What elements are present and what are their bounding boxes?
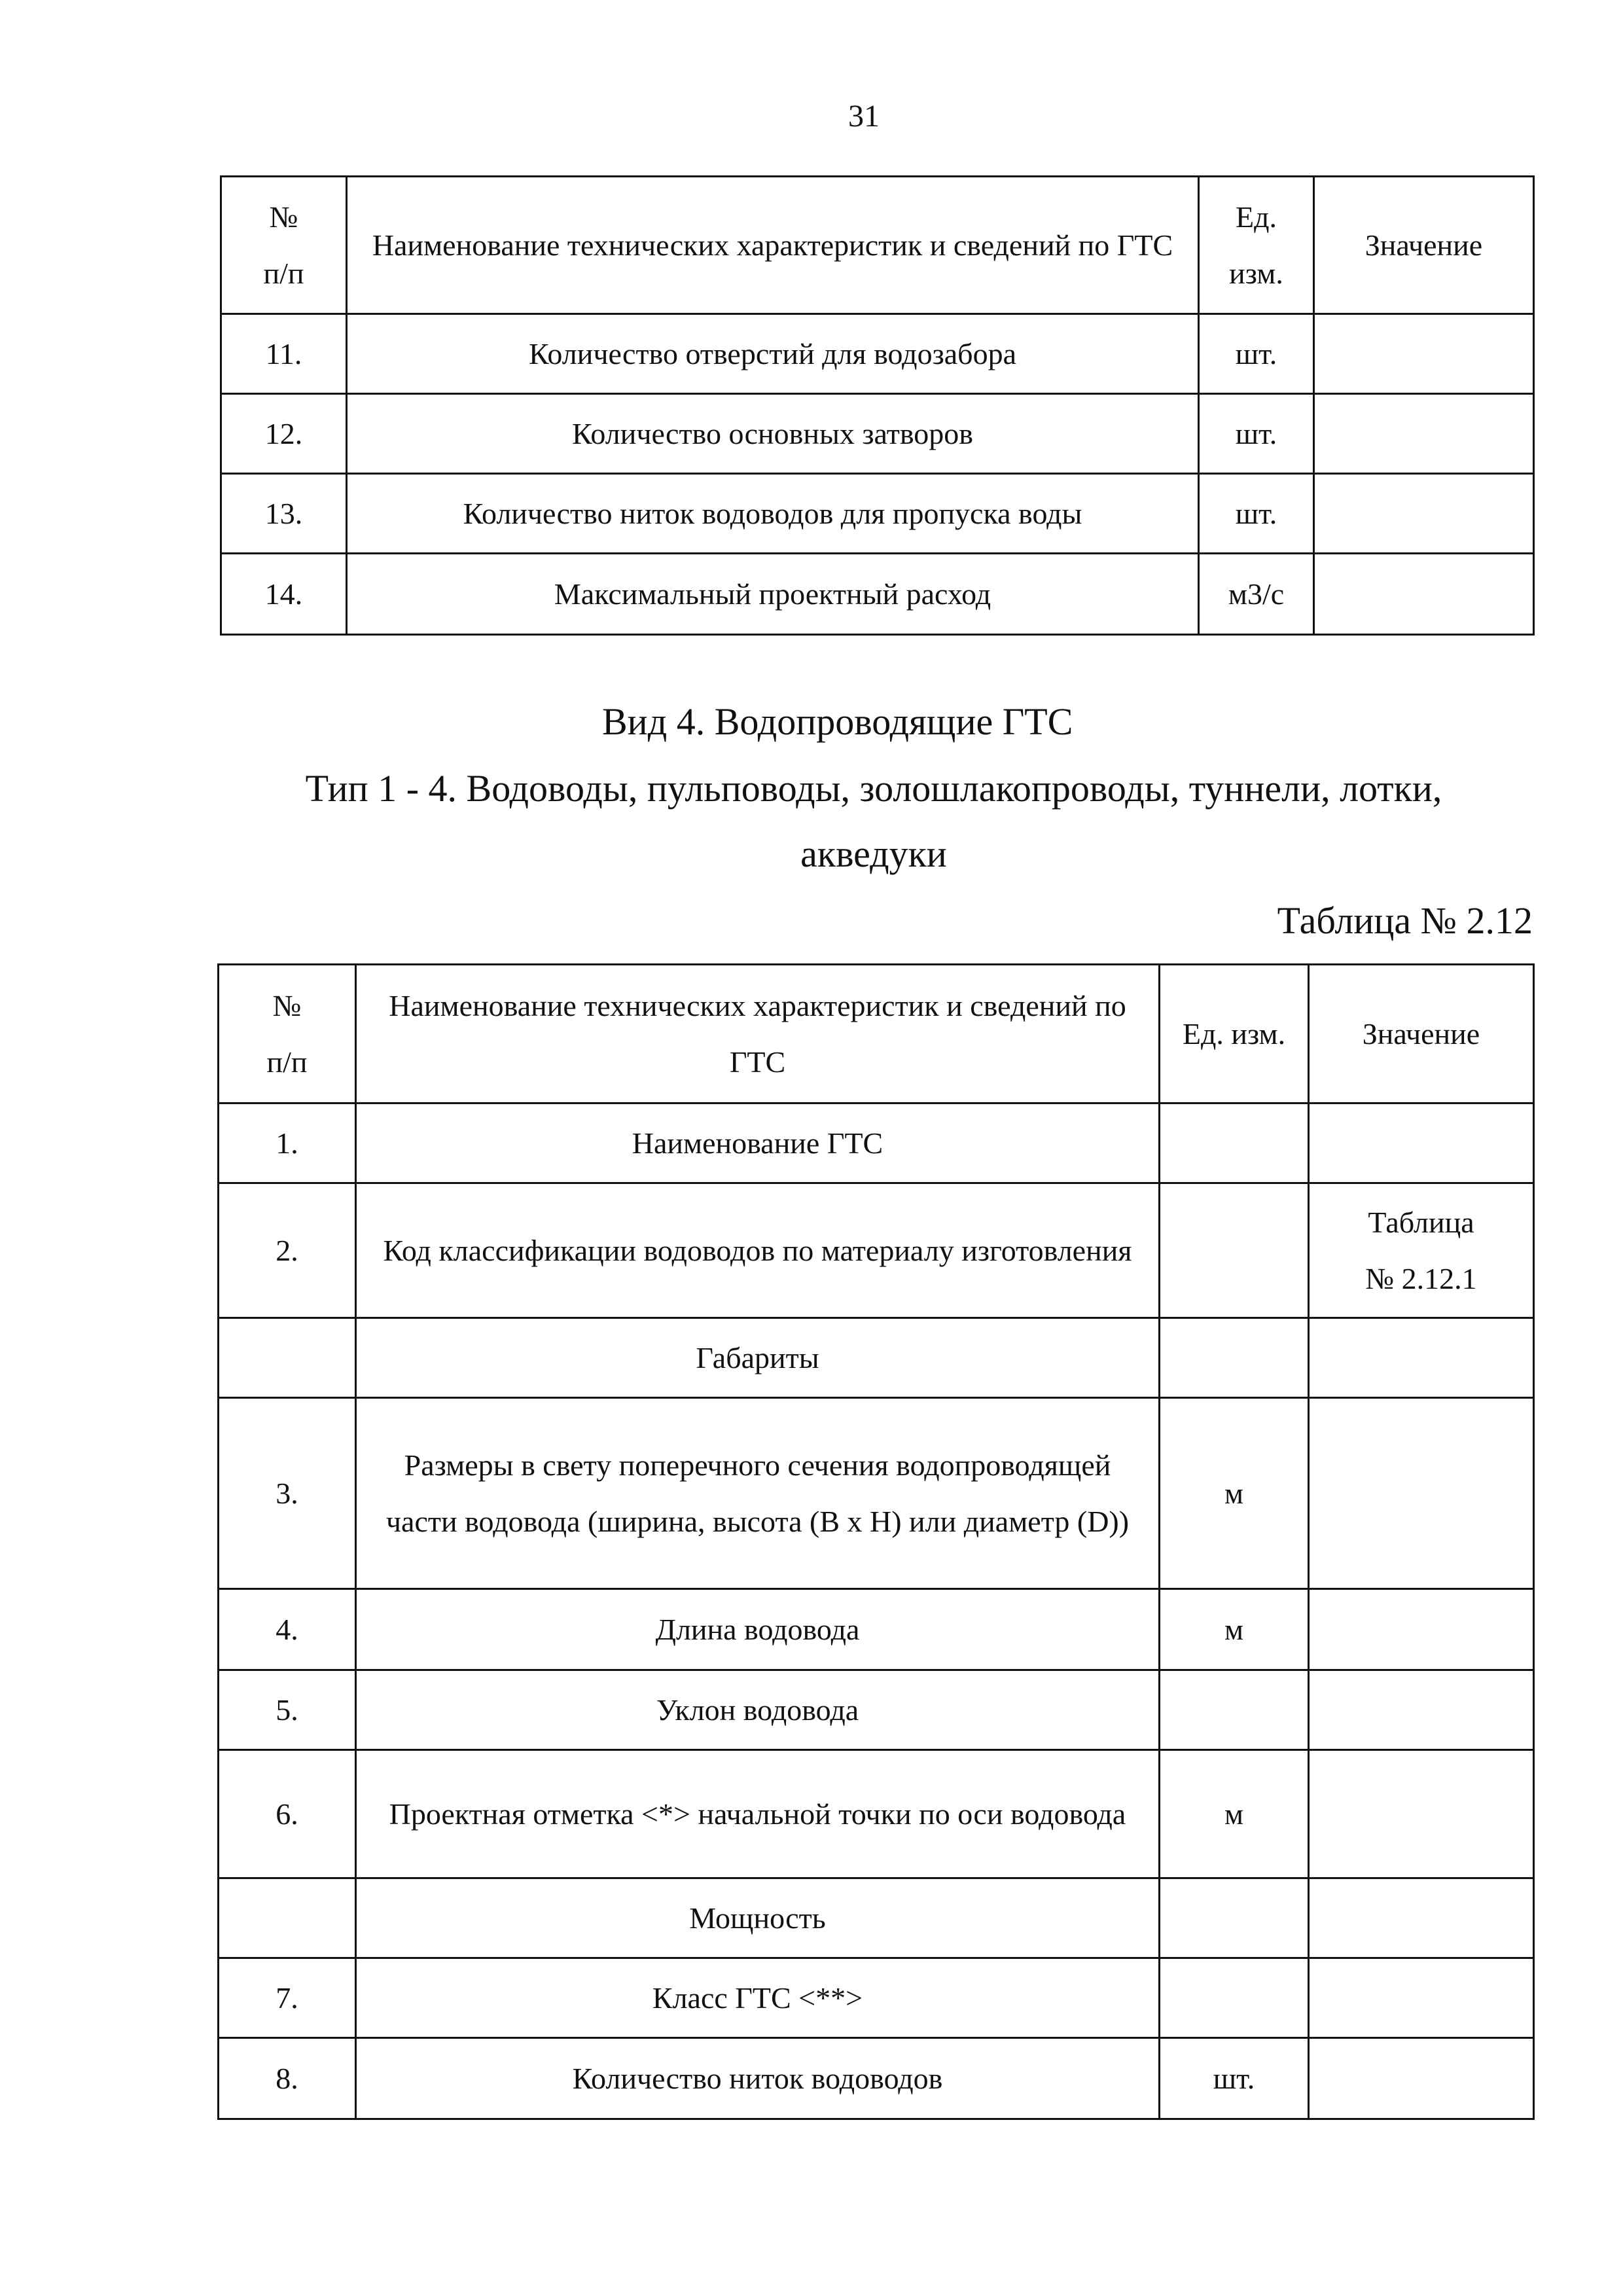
- table-row: [221, 474, 1534, 554]
- table-row: [219, 1589, 1534, 1670]
- cell-name: Размеры в свету поперечного сечения водопроводящей части водовода (ширина, высота (B x H) или диаметр (D)): [356, 1398, 1160, 1589]
- cell-name: Длина водовода: [356, 1589, 1160, 1670]
- cell-num: 8.: [219, 2038, 356, 2119]
- cell-value: [1309, 1750, 1534, 1878]
- cell-num: 12.: [221, 394, 347, 474]
- cell-unit: шт.: [1199, 314, 1314, 394]
- cell-name: Количество отверстий для водозабора: [347, 314, 1199, 394]
- table-header-row: [221, 177, 1534, 314]
- characteristics-table: [217, 963, 1535, 2120]
- cell-num: 14.: [221, 554, 347, 635]
- cell-unit: м3/с: [1199, 554, 1314, 635]
- table-row: [221, 314, 1534, 394]
- section-title: Вид 4. Водопроводящие ГТС: [602, 700, 1073, 743]
- table-row: [219, 1103, 1534, 1183]
- cell-value: [1314, 394, 1534, 474]
- cell-name: Габариты: [356, 1318, 1160, 1398]
- table-row: [219, 2038, 1534, 2119]
- cell-num: 3.: [219, 1398, 356, 1589]
- page-number: 31: [848, 99, 880, 134]
- table-caption: Таблица № 2.12: [1277, 899, 1533, 942]
- cell-value: [1309, 1318, 1534, 1398]
- cell-unit: шт.: [1199, 474, 1314, 554]
- header-name: Наименование технических характеристик и сведений по ГТС: [356, 965, 1160, 1103]
- cell-value: [1309, 1958, 1534, 2038]
- cell-unit: м: [1160, 1398, 1309, 1589]
- cell-unit: [1160, 1958, 1309, 2038]
- header-value: Значение: [1309, 965, 1534, 1103]
- cell-value: [1309, 1589, 1534, 1670]
- cell-num: [219, 1318, 356, 1398]
- cell-name: Максимальный проектный расход: [347, 554, 1199, 635]
- header-num: № п/п: [219, 965, 356, 1103]
- cell-num: 2.: [219, 1183, 356, 1318]
- table-row: [219, 1318, 1534, 1398]
- cell-unit: [1160, 1183, 1309, 1318]
- cell-num: 4.: [219, 1589, 356, 1670]
- cell-name: Количество основных затворов: [347, 394, 1199, 474]
- cell-unit: [1160, 1318, 1309, 1398]
- table-row: [221, 554, 1534, 635]
- cell-num: 13.: [221, 474, 347, 554]
- header-unit: Ед. изм.: [1160, 965, 1309, 1103]
- cell-unit: шт.: [1199, 394, 1314, 474]
- cell-name: Класс ГТС <**>: [356, 1958, 1160, 2038]
- cell-name: Код классификации водоводов по материалу изготовления: [356, 1183, 1160, 1318]
- type-title-line-1: Тип 1 - 4. Водоводы, пульповоды, золошлакопроводы, туннели, лотки,: [305, 767, 1442, 810]
- header-name: Наименование технических характеристик и сведений по ГТС: [347, 177, 1199, 314]
- cell-name: Наименование ГТС: [356, 1103, 1160, 1183]
- cell-unit: м: [1160, 1750, 1309, 1878]
- cell-num: 7.: [219, 1958, 356, 2038]
- cell-name: Уклон водовода: [356, 1670, 1160, 1750]
- cell-unit: м: [1160, 1589, 1309, 1670]
- cell-unit: [1160, 1670, 1309, 1750]
- table-row: [221, 394, 1534, 474]
- table-row: [219, 1398, 1534, 1589]
- table-row: [219, 1750, 1534, 1878]
- cell-name: Количество ниток водоводов для пропуска воды: [347, 474, 1199, 554]
- cell-value: [1314, 554, 1534, 635]
- cell-num: 5.: [219, 1670, 356, 1750]
- cell-value: [1314, 314, 1534, 394]
- table-row: [219, 1878, 1534, 1958]
- cell-value: Таблица № 2.12.1: [1309, 1183, 1534, 1318]
- cell-value: [1314, 474, 1534, 554]
- cell-value: [1309, 1103, 1534, 1183]
- header-value: Значение: [1314, 177, 1534, 314]
- cell-value: [1309, 1398, 1534, 1589]
- cell-name: Проектная отметка <*> начальной точки по оси водовода: [356, 1750, 1160, 1878]
- cell-num: 6.: [219, 1750, 356, 1878]
- table-header-row: [219, 965, 1534, 1103]
- characteristics-table-continued: [220, 175, 1535, 636]
- cell-unit: [1160, 1103, 1309, 1183]
- cell-num: 11.: [221, 314, 347, 394]
- type-title-line-2: акведуки: [800, 833, 947, 875]
- cell-unit: шт.: [1160, 2038, 1309, 2119]
- cell-name: Мощность: [356, 1878, 1160, 1958]
- table-row: [219, 1183, 1534, 1318]
- header-unit: Ед. изм.: [1199, 177, 1314, 314]
- cell-value: [1309, 1878, 1534, 1958]
- cell-num: [219, 1878, 356, 1958]
- table-row: [219, 1958, 1534, 2038]
- cell-value: [1309, 2038, 1534, 2119]
- cell-name: Количество ниток водоводов: [356, 2038, 1160, 2119]
- cell-value: [1309, 1670, 1534, 1750]
- table-row: [219, 1670, 1534, 1750]
- cell-unit: [1160, 1878, 1309, 1958]
- cell-num: 1.: [219, 1103, 356, 1183]
- header-num: № п/п: [221, 177, 347, 314]
